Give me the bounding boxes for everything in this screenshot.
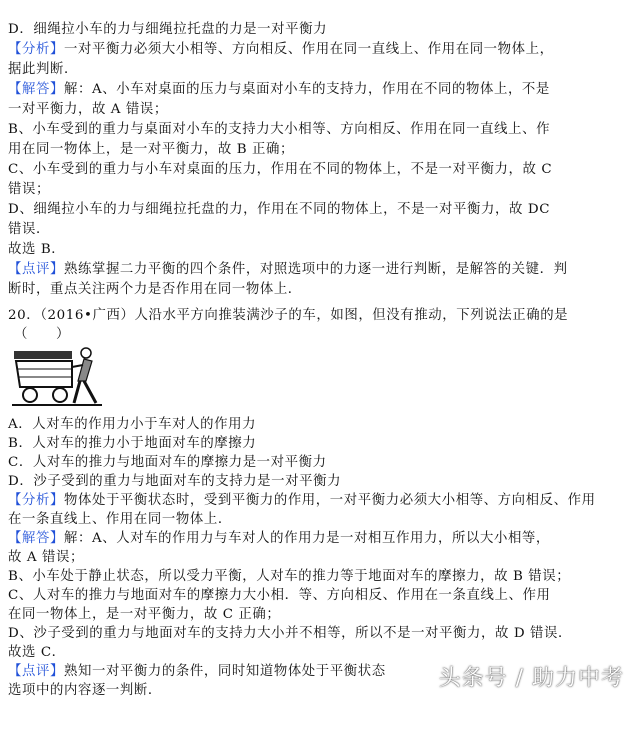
- analysis-text: 物体处于平衡状态时，受到平衡力的作用，一对平衡力必须大小相等、方向相反、作用: [63, 493, 596, 508]
- cart-wheel: [23, 388, 37, 402]
- person-legs: [74, 381, 96, 403]
- text-line: 错误．: [8, 222, 50, 237]
- option-b: B．人对车的推力小于地面对车的摩擦力: [8, 436, 257, 451]
- text-line: C、人对车的推力与地面对车的摩擦力大小相．等、方向相反、作用在一条直线上、作用: [8, 588, 551, 603]
- answer-blank: （ ）: [14, 327, 70, 342]
- text-line: 在一条直线上、作用在同一物体上．: [8, 512, 232, 527]
- text-line: C、小车受到的重力与小车对桌面的压力，作用在不同的物体上，不是一对平衡力，故 C: [8, 162, 553, 177]
- text-line: B、小车处于静止状态，所以受力平衡，人对车的推力等于地面对车的摩擦力，故 B 错误；: [8, 569, 571, 584]
- text-line: 错误；: [8, 182, 50, 197]
- cart-pushing-figure: [12, 347, 104, 413]
- sand-pile: [14, 351, 72, 359]
- comment-tag: 【点评】: [8, 664, 64, 679]
- text-line: B、小车受到的重力与桌面对小车的支持力大小相等、方向相反、作用在同一直线上、作: [8, 122, 551, 137]
- option-a: A．人对车的作用力小于车对人的作用力: [8, 417, 257, 432]
- option-c: C．人对车的推力与地面对车的摩擦力是一对平衡力: [8, 455, 327, 470]
- solution-line: [8, 82, 634, 98]
- text-line: 故 A 错误；: [8, 550, 84, 565]
- solution-line: [8, 531, 634, 547]
- comment-line: [8, 262, 634, 278]
- analysis-line: [8, 493, 634, 509]
- text-line: D．细绳拉小车的力与细绳拉托盘的力是一对平衡力: [8, 22, 328, 37]
- analysis-text: 一对平衡力必须大小相等、方向相反、作用在同一直线上、作用在同一物体上，: [63, 42, 554, 57]
- solution-tag: 【解答】: [8, 82, 64, 97]
- comment-tag: 【点评】: [8, 262, 64, 277]
- text-line: D、沙子受到的重力与地面对车的支持力大小并不相等，所以不是一对平衡力，故 D 错误．: [8, 626, 573, 641]
- analysis-tag: 【分析】: [8, 493, 64, 508]
- solution-text: 解：A、小车对桌面的压力与桌面对小车的支持力，作用在不同的物体上，不是: [63, 82, 550, 97]
- cart-wheel: [53, 388, 67, 402]
- analysis-line: [8, 42, 634, 58]
- person-body: [78, 359, 92, 381]
- person-head: [81, 348, 91, 358]
- text-line: 故选 B．: [8, 242, 66, 257]
- text-line: 选项中的内容逐一判断．: [8, 683, 162, 698]
- cart-body: [16, 361, 72, 387]
- text-line: 断时，重点关注两个力是否作用在同一物体上．: [8, 282, 302, 297]
- text-line: 一对平衡力，故 A 错误；: [8, 102, 168, 117]
- text-line: 在同一物体上，是一对平衡力，故 C 正确；: [8, 607, 281, 622]
- text-line: 故选 C．: [8, 645, 66, 660]
- watermark: 头条号 / 助力中考: [438, 666, 624, 691]
- comment-text: 熟知一对平衡力的条件，同时知道物体处于平衡状态: [63, 664, 386, 679]
- text-line: 用在同一物体上，是一对平衡力，故 B 正确；: [8, 142, 294, 157]
- text-line: D、细绳拉小车的力与细绳拉托盘的力，作用在不同的物体上，不是一对平衡力，故 DC: [8, 202, 551, 217]
- text-line: 据此判断．: [8, 62, 78, 77]
- analysis-tag: 【分析】: [8, 42, 64, 57]
- solution-text: 解：A、人对车的作用力与车对人的作用力是一对相互作用力，所以大小相等，: [63, 531, 550, 546]
- solution-tag: 【解答】: [8, 531, 64, 546]
- comment-text: 熟练掌握二力平衡的四个条件，对照选项中的力逐一进行判断，是解答的关键．判: [63, 262, 568, 277]
- option-d: D．沙子受到的重力与地面对车的支持力是一对平衡力: [8, 474, 342, 489]
- question-20-title: 20．（2016•广西）人沿水平方向推装满沙子的车，如图，但没有推动，下列说法正确的是: [8, 308, 569, 323]
